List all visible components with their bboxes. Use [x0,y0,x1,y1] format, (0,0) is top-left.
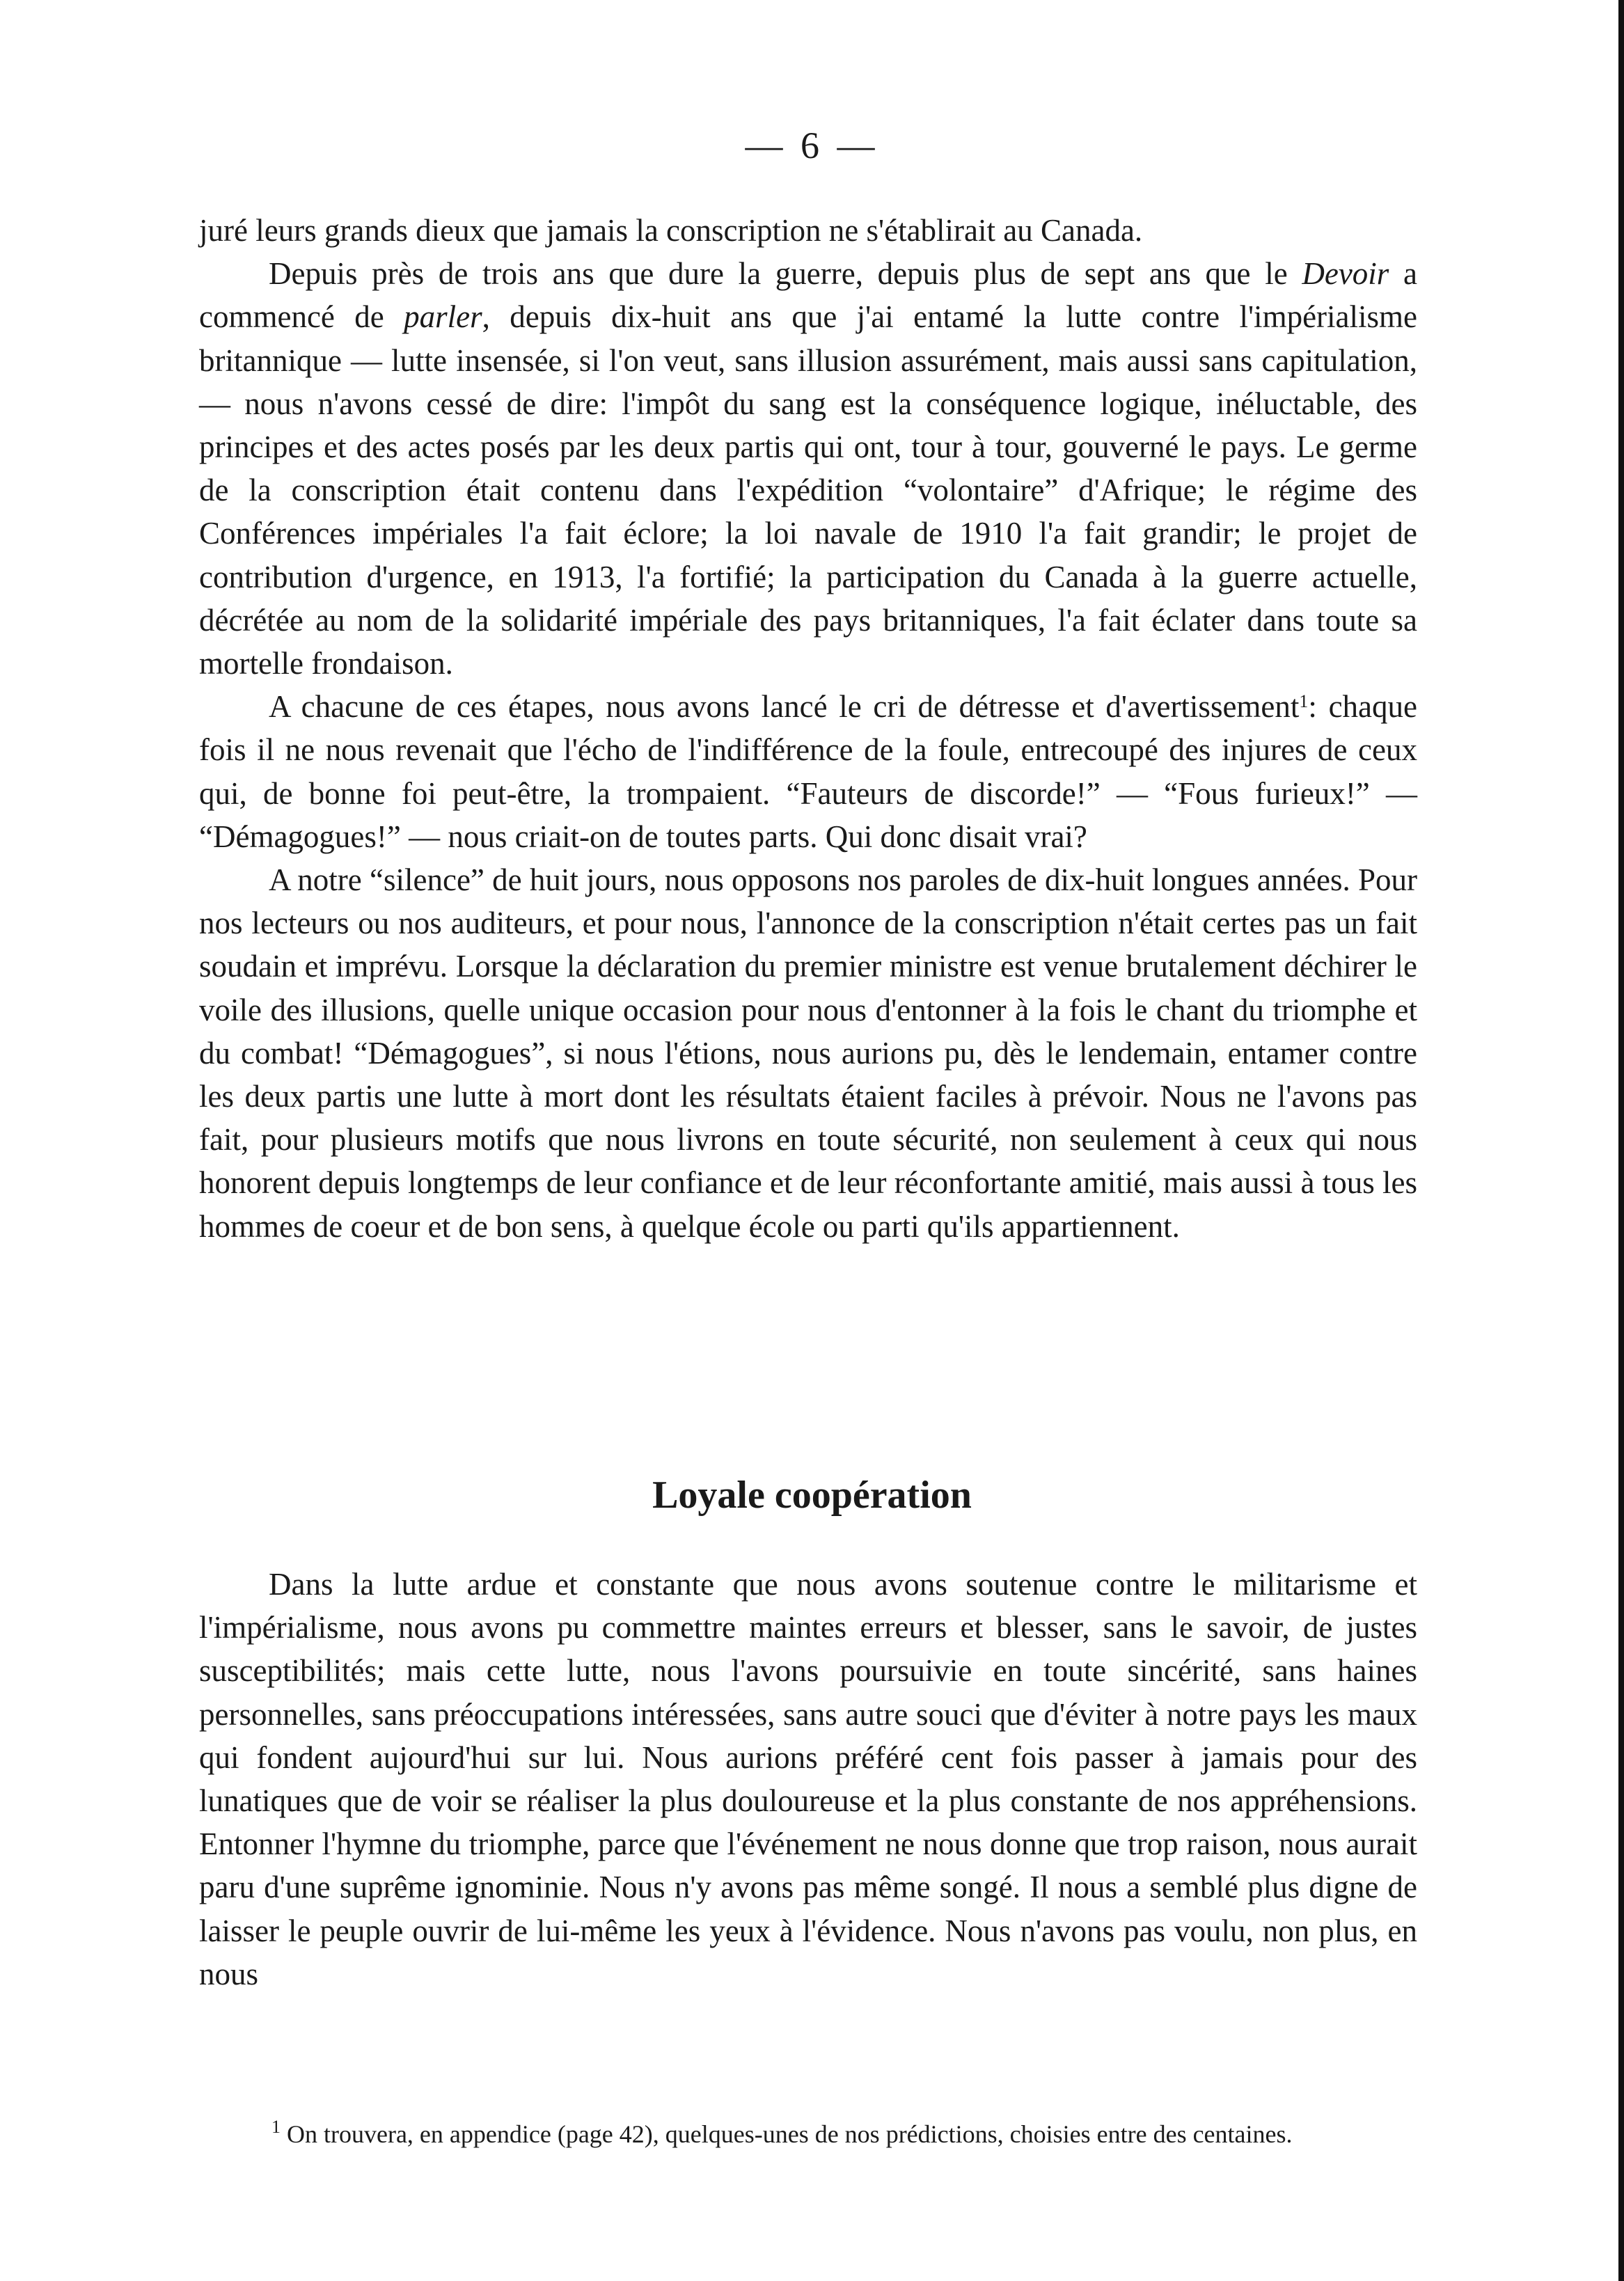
emphasized-word: parler [404,299,482,335]
footnote-marker: 1 [271,2117,281,2137]
page-number: — 6 — [745,125,879,166]
paragraph-5: Dans la lutte ardue et constante que nous avons soutenue contre le militarisme et l'impérialisme, nous avons pu commettre maintes erreurs et blesser, sans le savoir, de justes susceptibilités; mais cette lutte, nous l'avons poursuivie en toute sincérité, sans haines personnelles, sans préoccupations intéressées, sans autre souci que d'éviter à notre pays les maux qui fondent aujourd'hui sur lui. Nous aurions préféré cent fois passer à jamais pour des lunatiques que de voir se réaliser la plus douloureuse et la plus constante de nos appréhensions. Entonner l'hymne du triomphe, parce que l'événement ne nous donne que trop raison, nous aurait paru d'une suprême ignominie. Nous n'y avons pas même songé. Il nous a semblé plus digne de laisser le peuple ouvrir de lui-même les yeux à l'évidence. Nous n'avons pas voulu, non plus, en nous [199,1567,1417,1991]
paragraph-2-part-a: Depuis près de trois ans que dure la guerre, depuis plus de sept ans que le [269,256,1302,292]
paragraph-2 [199,252,1417,685]
footnote [199,2118,1417,2150]
footnote-reference: 1 [1299,691,1309,712]
paragraph-4: A notre “silence” de huit jours, nous opposons nos paroles de dix-huit longues années. Pour nos lecteurs ou nos auditeurs, et pour nous, l'annonce de la conscription n'était certes pas un fait soudain et imprévu. Lorsque la déclaration du premier ministre est venue brutalement déchirer le voile des illusions, quelle unique occasion pour nous d'entonner à la fois le chant du triomphe et du combat! “Démagogues”, si nous l'étions, nous aurions pu, dès le lendemain, entamer contre les deux partis une lutte à mort dont les résultats étaient faciles à prévoir. Nous ne l'avons pas fait, pour plusieurs motifs que nous livrons en toute sécurité, non seulement à ceux qui nous honorent depuis longtemps de leur confiance et de leur réconfortante amitié, mais aussi à tous les hommes de coeur et de bon sens, à quelque école ou parti qu'ils appartiennent. [199,862,1417,1244]
paragraph-1: juré leurs grands dieux que jamais la conscription ne s'établirait au Canada. [199,213,1143,248]
paragraph-3 [199,685,1417,858]
body-text-top [199,209,1417,1248]
page-edge-rule [1618,0,1624,2281]
footnote-text: On trouvera, en appendice (page 42), quelques-unes de nos prédictions, choisies entre des centaines. [281,2120,1293,2148]
paragraph-3-part-a: A chacune de ces étapes, nous avons lancé le cri de détresse et d'avertissement [269,689,1300,725]
paragraph-2-part-e: , depuis dix-huit ans que j'ai entamé la lutte contre l'impérialisme britannique — lutte insensée, si l'on veut, sans illusion assurément, mais aussi sans capitulation, — nous n'avons cessé de dire: l'impôt du sang est la conséquence logique, inéluctable, des principes et des actes posés par les deux partis qui ont, tour à tour, gouverné le pays. Le germe de la conscription était contenu dans l'expédition “volontaire” d'Afrique; le régime des Conférences impériales l'a fait éclore; la loi navale de 1910 l'a fait grandir; le projet de contribution d'urgence, en 1913, l'a fortifié; la participation du Canada à la guerre actuelle, décrétée au nom de la solidarité impériale des pays britanniques, l'a fait éclater dans toute sa mortelle frondaison. [199,299,1417,681]
section-heading: Loyale coopération [652,1474,972,1517]
paragraph-3-part-b: : chaque fois il ne nous revenait que l'écho de l'indifférence de la foule, entrecoupé des injures de ceux qui, de bonne foi peut-être, la trompaient. “Fauteurs de discorde!” — “Fous furieux!” — “Démagogues!” — nous criait-on de toutes parts. Qui donc disait vrai? [199,689,1418,854]
newspaper-title: Devoir [1302,256,1389,292]
body-text-bottom [199,1563,1417,1996]
paragraph-2-part-c: a commencé de [199,256,1417,335]
